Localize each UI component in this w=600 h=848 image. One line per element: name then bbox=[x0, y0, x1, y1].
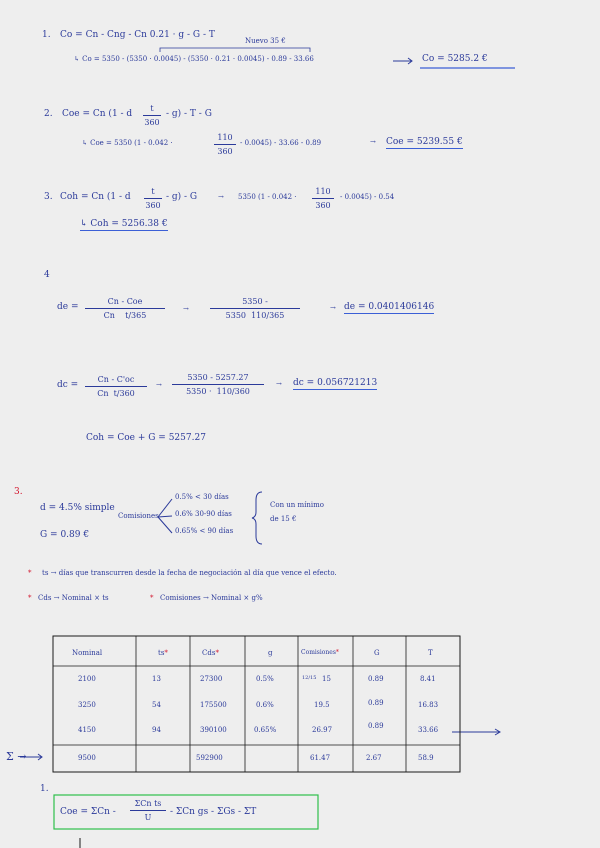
r1-big-g: 0.89 bbox=[368, 675, 384, 683]
d-line: d = 4.5% simple bbox=[40, 503, 115, 513]
problem-1-formula: Co = Cn - Cng - Cn 0.21 · g - G - T bbox=[60, 30, 215, 40]
total-big-g: 2.67 bbox=[366, 754, 382, 762]
r1-comisiones: 15 bbox=[322, 675, 331, 683]
branch-3: 0.65% < 90 días bbox=[175, 527, 234, 535]
r1-g: 0.5% bbox=[256, 675, 274, 683]
r2-t: 16.83 bbox=[418, 701, 439, 709]
r3-big-g: 0.89 bbox=[368, 722, 384, 730]
problem-2-formula-tail: - g) - T - G bbox=[166, 109, 212, 119]
brace-note-1: Con un mínimo bbox=[270, 501, 325, 509]
problem-4-number: 4 bbox=[44, 270, 50, 280]
problem-2-calc-tail: - 0.0045) - 33.66 - 0.89 bbox=[240, 139, 322, 147]
r2-big-g: 0.89 bbox=[368, 699, 384, 707]
dc-fraction: Cn - C'oc Cn t/360 bbox=[85, 375, 147, 398]
problem-1-number: 1. bbox=[42, 30, 51, 40]
problem-2-calc-fraction: 110 360 bbox=[214, 133, 236, 156]
de-result-arrow: → bbox=[330, 304, 336, 312]
r3-nominal: 4150 bbox=[78, 726, 96, 734]
dc-result: dc = 0.056721213 bbox=[293, 378, 378, 388]
r2-comisiones: 19.5 bbox=[314, 701, 330, 709]
total-cds: 592900 bbox=[196, 754, 223, 762]
problem-3-formula-head: Coh = Cn (1 - d bbox=[60, 192, 131, 202]
problem-6-formula-head: Coe = ΣCn - bbox=[60, 807, 116, 817]
problem-3-formula-tail: - g) - G bbox=[166, 192, 198, 202]
total-t: 58.9 bbox=[418, 754, 434, 762]
dc-label: dc = bbox=[57, 380, 79, 390]
r1-nominal: 2100 bbox=[78, 675, 96, 683]
comisiones-asterisk: * bbox=[150, 594, 154, 602]
problem-6-fraction: ΣCn ts U bbox=[130, 799, 166, 822]
cds-note: Cds → Nominal × ts bbox=[38, 594, 109, 602]
r1-t: 8.41 bbox=[420, 675, 436, 683]
ts-note: ts → días que transcurren desde la fecha de negociación al día que vence el efecto. bbox=[42, 569, 337, 577]
r1-cds: 27300 bbox=[200, 675, 223, 683]
problem-2-result: Coe = 5239.55 € bbox=[386, 137, 463, 147]
problem-5-number: 3. bbox=[14, 487, 23, 497]
r2-ts: 54 bbox=[152, 701, 161, 709]
cds-asterisk: * bbox=[28, 594, 32, 602]
brace-note-2: de 15 € bbox=[270, 515, 297, 523]
problem-3-calc-fraction: 110 360 bbox=[312, 187, 334, 210]
g-line: G = 0.89 € bbox=[40, 530, 90, 540]
r2-g: 0.6% bbox=[256, 701, 274, 709]
th-ts: ts* bbox=[158, 649, 168, 657]
de-label: de = bbox=[57, 302, 79, 312]
problem-6-formula-tail: - ΣCn gs - ΣGs - ΣT bbox=[170, 807, 257, 817]
problem-2-number: 2. bbox=[44, 109, 53, 119]
problem-1-calc: ↳ Co = 5350 - (5350 · 0.0045) - (5350 · 0.21 · 0.0045) - 0.89 - 33.66 bbox=[74, 55, 314, 63]
sum-symbol: Σ → bbox=[6, 750, 27, 763]
problem-3-arrow: → bbox=[218, 193, 224, 201]
de-result: de = 0.0401406146 bbox=[344, 302, 435, 312]
r1-ts: 13 bbox=[152, 675, 161, 683]
dc-calc-fraction: 5350 - 5257.27 5350 · 110/360 bbox=[172, 373, 264, 396]
r3-t: 33.66 bbox=[418, 726, 439, 734]
comisiones-label: Comisiones bbox=[118, 512, 159, 520]
r3-ts: 94 bbox=[152, 726, 161, 734]
problem-1-subnote: Nuevo 35 € bbox=[245, 37, 286, 45]
coh-line: Coh = Coe + G = 5257.27 bbox=[86, 433, 206, 443]
comisiones-note: Comisiones → Nominal × g% bbox=[160, 594, 263, 602]
problem-3-number: 3. bbox=[44, 192, 53, 202]
r3-g: 0.65% bbox=[254, 726, 277, 734]
th-comisiones: Comisiones* bbox=[301, 649, 339, 656]
problem-3-calc-head: 5350 (1 - 0.042 · bbox=[238, 193, 297, 201]
dc-arrow: → bbox=[156, 381, 162, 389]
de-arrow: → bbox=[183, 305, 189, 313]
problem-2-calc-head: ↳ Coe = 5350 (1 - 0.042 · bbox=[82, 139, 173, 147]
th-nominal: Nominal bbox=[72, 649, 103, 657]
r3-cds: 390100 bbox=[200, 726, 227, 734]
total-nominal: 9500 bbox=[78, 754, 96, 762]
de-fraction: Cn - Coe Cn t/365 bbox=[85, 297, 165, 320]
r3-comisiones: 26.97 bbox=[312, 726, 333, 734]
problem-2-fraction: t 360 bbox=[144, 104, 160, 127]
th-big-g: G bbox=[374, 649, 380, 657]
ts-asterisk: * bbox=[28, 569, 32, 577]
problem-3-calc-tail: - 0.0045) - 0.54 bbox=[340, 193, 395, 201]
r1-prefix: 12/15 bbox=[302, 675, 317, 681]
problem-2-arrow: → bbox=[370, 138, 376, 146]
problem-1-result: Co = 5285.2 € bbox=[422, 54, 488, 64]
problem-2-formula-head: Coe = Cn (1 - d bbox=[62, 109, 133, 119]
r2-cds: 175500 bbox=[200, 701, 227, 709]
total-comisiones: 61.47 bbox=[310, 754, 331, 762]
th-cds: Cds* bbox=[202, 649, 219, 657]
problem-6-number: 1. bbox=[40, 784, 49, 794]
branch-2: 0.6% 30-90 días bbox=[175, 510, 232, 518]
dc-result-arrow: → bbox=[276, 380, 282, 388]
th-g: g bbox=[268, 649, 273, 657]
branch-1: 0.5% < 30 días bbox=[175, 493, 229, 501]
problem-3-result: ↳ Coh = 5256.38 € bbox=[80, 219, 168, 229]
r2-nominal: 3250 bbox=[78, 701, 96, 709]
th-t: T bbox=[428, 649, 433, 657]
problem-3-fraction: t 360 bbox=[145, 187, 161, 210]
de-calc-fraction: 5350 - 5350 110/365 bbox=[210, 297, 300, 320]
